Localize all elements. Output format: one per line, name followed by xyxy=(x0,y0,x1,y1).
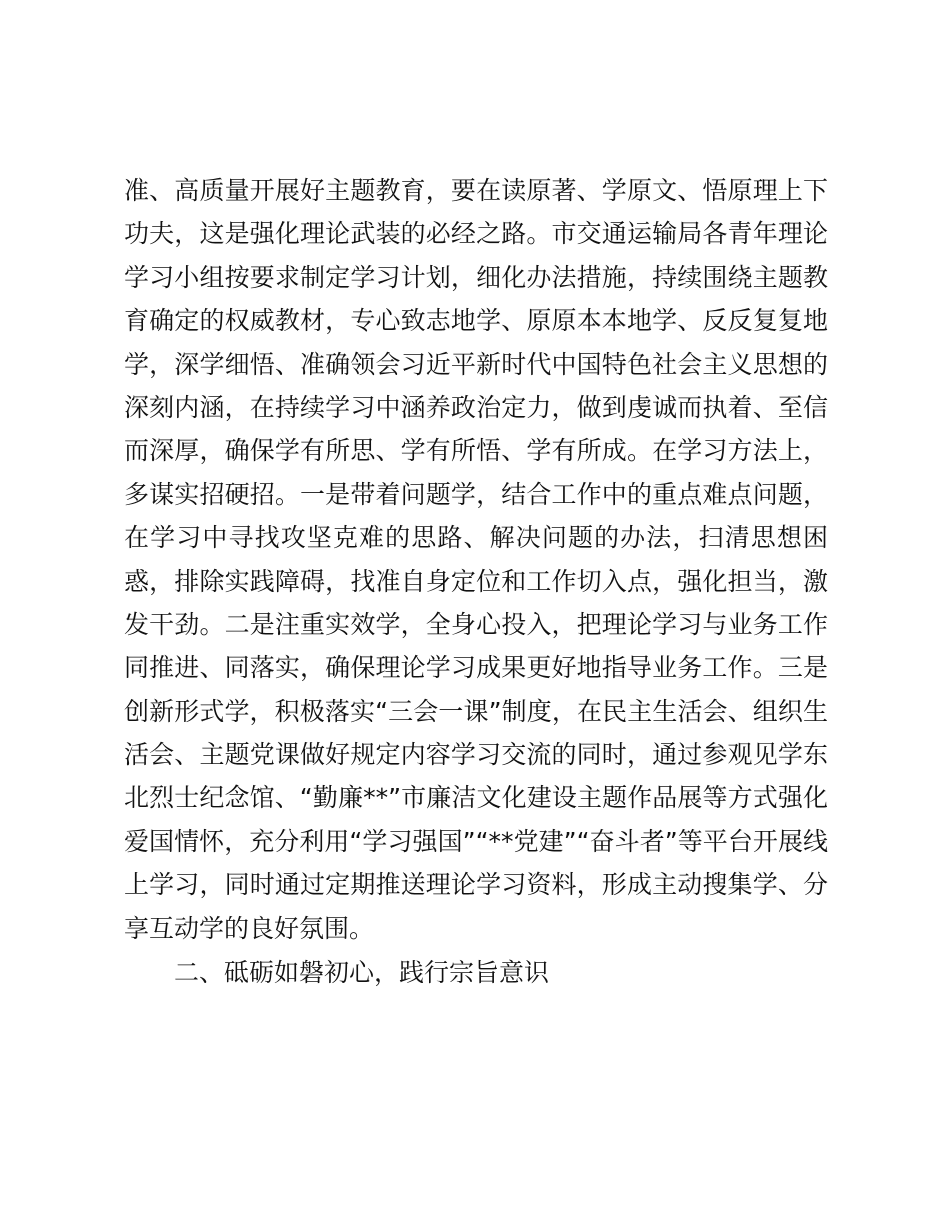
paragraph-line: 而深厚，确保学有所思、学有所悟、学有所成。在学习方法上， xyxy=(124,436,828,466)
paragraph-line: 发干劲。二是注重实效学，全身心投入，把理论学习与业务工作 xyxy=(124,609,828,639)
paragraph-line: 功夫，这是强化理论武装的必经之路。市交通运输局各青年理论 xyxy=(124,219,828,249)
paragraph-line: 深刻内涵，在持续学习中涵养政治定力，做到虔诚而执着、至信 xyxy=(124,392,828,422)
paragraph-line: 多谋实招硬招。一是带着问题学，结合工作中的重点难点问题， xyxy=(124,479,828,509)
section-heading: 二、砥砺如磐初心，践行宗旨意识 xyxy=(174,958,550,987)
paragraph-line: 北烈士纪念馆、“勤廉**”市廉洁文化建设主题作品展等方式强化 xyxy=(124,783,828,813)
paragraph-line: 准、高质量开展好主题教育，要在读原著、学原文、悟原理上下 xyxy=(124,176,828,205)
body-paragraph xyxy=(124,169,828,950)
paragraph-line: 上学习，同时通过定期推送理论学习资料，形成主动搜集学、分 xyxy=(124,870,828,900)
paragraph-line: 享互动学的良好氛围。 xyxy=(124,913,375,943)
paragraph-line: 活会、主题党课做好规定内容学习交流的同时，通过参观见学东 xyxy=(124,740,828,770)
paragraph-line: 育确定的权威教材，专心致志地学、原原本本地学、反反复复地 xyxy=(124,306,828,336)
paragraph-line: 同推进、同落实，确保理论学习成果更好地指导业务工作。三是 xyxy=(124,653,828,683)
paragraph-line: 惑，排除实践障碍，找准自身定位和工作切入点，强化担当，激 xyxy=(124,566,828,596)
paragraph-line: 在学习中寻找攻坚克难的思路、解决问题的办法，扫清思想困 xyxy=(124,523,828,553)
paragraph-line: 学习小组按要求制定学习计划，细化办法措施，持续围绕主题教 xyxy=(124,262,828,292)
paragraph-line: 学，深学细悟、准确领会习近平新时代中国特色社会主义思想的 xyxy=(124,349,828,379)
paragraph-line: 爱国情怀，充分利用“学习强国”“**党建”“奋斗者”等平台开展线 xyxy=(124,826,828,856)
paragraph-line: 创新形式学，积极落实“三会一课”制度，在民主生活会、组织生 xyxy=(124,696,828,726)
